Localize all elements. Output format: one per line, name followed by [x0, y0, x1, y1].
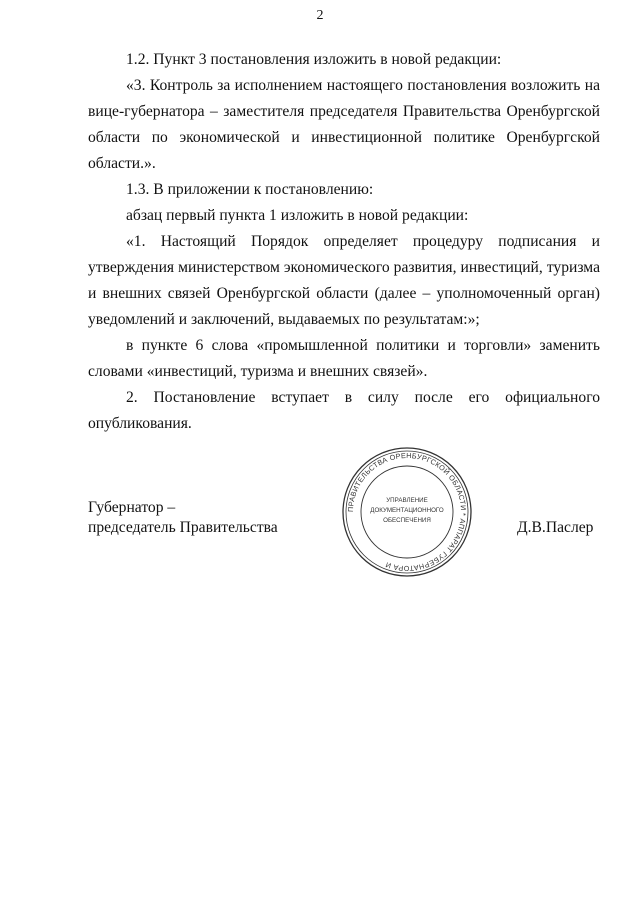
signature-title-line2: председатель Правительства: [88, 519, 278, 536]
paragraph-line: утверждения министерством экономического развития, инвестиций, туризма: [88, 259, 600, 276]
signature-title-line1: Губернатор –: [88, 499, 176, 516]
seal-center-line2: ДОКУМЕНТАЦИОННОГО: [370, 507, 444, 514]
paragraph-line: 1.2. Пункт 3 постановления изложить в новой редакции:: [126, 51, 502, 68]
seal-center-line3: ОБЕСПЕЧЕНИЯ: [383, 517, 431, 524]
paragraph-line: вице-губернатора – заместителя председателя Правительства Оренбургской: [88, 103, 600, 120]
paragraph-line: абзац первый пункта 1 изложить в новой редакции:: [126, 207, 469, 224]
paragraph-line: «3. Контроль за исполнением настоящего постановления возложить на: [126, 77, 600, 94]
seal-ring-text: ПРАВИТЕЛЬСТВА ОРЕНБУРГСКОЙ ОБЛАСТИ * АППАРАТ ГУБЕРНАТОРА И: [345, 450, 469, 574]
paragraph-line: области по экономической и инвестиционной политике Оренбургской: [88, 129, 600, 146]
paragraph-line: в пункте 6 слова «промышленной политики и торговли» заменить: [126, 337, 600, 354]
paragraph-line: «1. Настоящий Порядок определяет процедуру подписания и: [126, 233, 600, 250]
paragraph-line: 1.3. В приложении к постановлению:: [126, 181, 374, 198]
paragraph-line: словами «инвестиций, туризма и внешних связей».: [88, 363, 428, 380]
official-seal: [340, 445, 474, 579]
signature-name: Д.В.Паслер: [517, 519, 594, 536]
paragraph-line: области.».: [88, 155, 156, 172]
paragraph-line: 2. Постановление вступает в силу после его официального: [126, 389, 600, 406]
paragraph-line: опубликования.: [88, 415, 192, 432]
paragraph-line: и внешних связей Оренбургской области (далее – уполномоченный орган): [88, 285, 600, 302]
seal-center-line1: УПРАВЛЕНИЕ: [386, 497, 428, 504]
paragraph-line: уведомлений и заключений, выдаваемых по результатам:»;: [88, 311, 480, 328]
page-number: 2: [316, 8, 324, 23]
